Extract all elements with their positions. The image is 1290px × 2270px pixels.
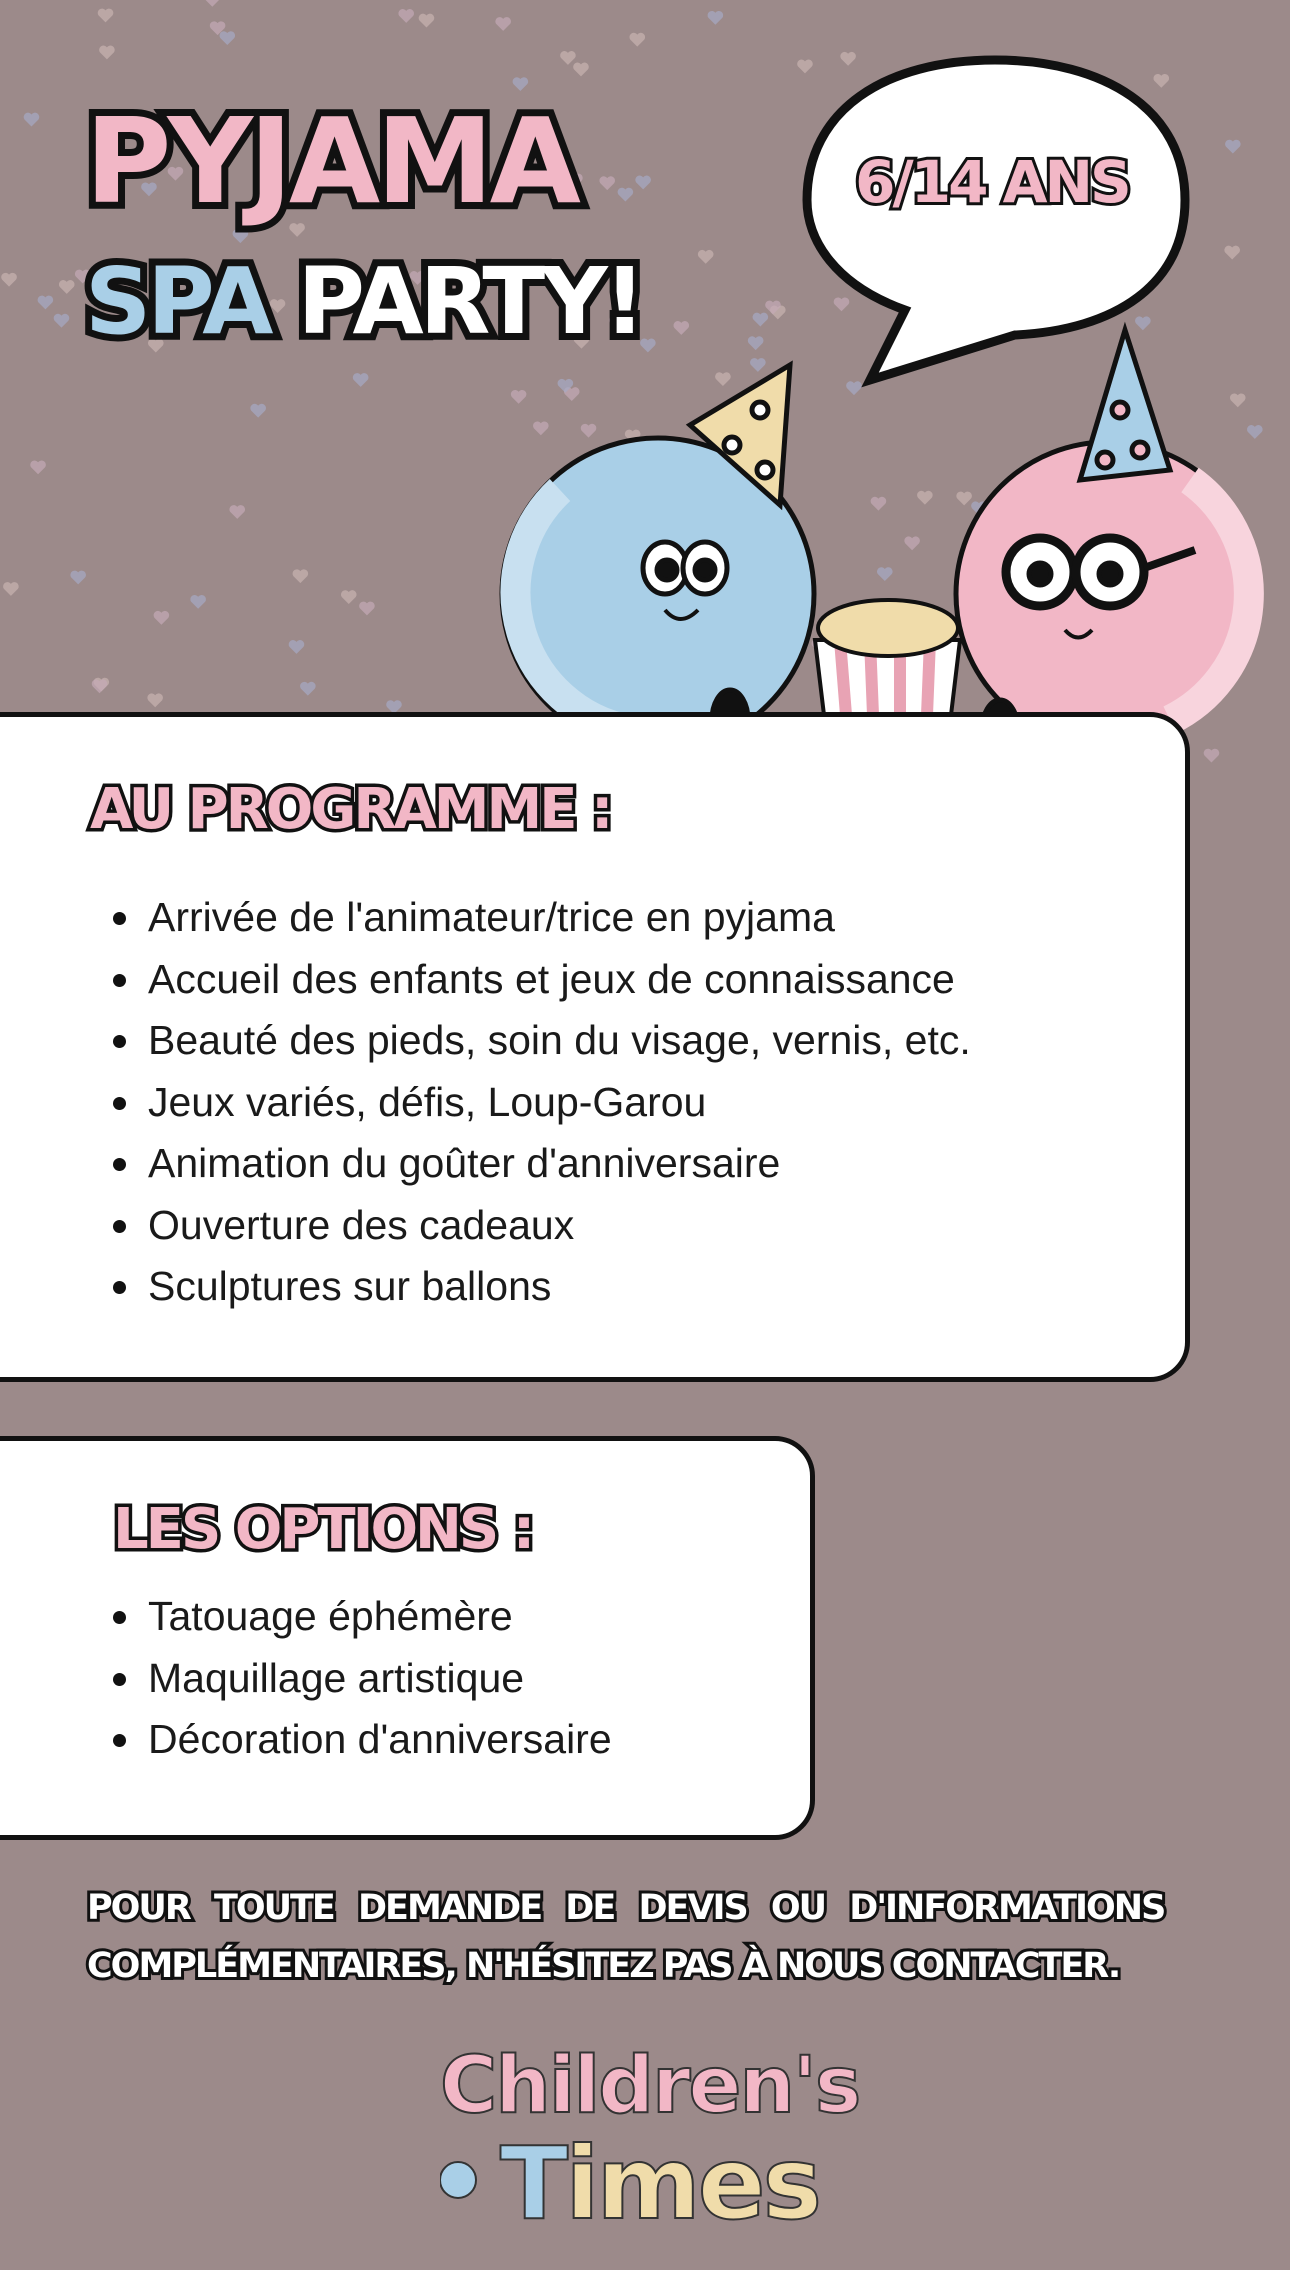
programme-card: [0, 712, 1190, 1382]
list-item: Sculptures sur ballons: [103, 1256, 971, 1318]
heart-icon: [54, 314, 70, 328]
svg-text:Children's: Children's: [440, 2041, 860, 2131]
heart-icon: [289, 640, 305, 654]
heart-icon: [341, 590, 357, 604]
heart-icon: [698, 250, 714, 264]
heart-icon: [513, 77, 529, 91]
contact-text-line2: COMPLÉMENTAIRES, N'HÉSITEZ PAS À NOUS CONTACTER.: [87, 1946, 1120, 1986]
age-range-label: 6/14 ANS: [855, 148, 1129, 216]
heart-icon: [99, 46, 115, 60]
heart-icon: [38, 296, 54, 310]
list-item: Arrivée de l'animateur/trice en pyjama: [103, 887, 971, 949]
heart-icon: [359, 602, 375, 616]
programme-heading: AU PROGRAMME :: [90, 777, 611, 842]
list-item: Maquillage artistique: [103, 1648, 612, 1710]
list-item: Accueil des enfants et jeux de connaissance: [103, 949, 971, 1011]
heart-icon: [30, 461, 46, 475]
heart-icon: [629, 33, 645, 47]
heart-icon: [92, 679, 108, 693]
title-party: PARTY!: [297, 248, 642, 355]
heart-icon: [419, 14, 435, 28]
title-spa: SPA: [85, 248, 270, 355]
heart-icon: [190, 595, 206, 609]
heart-icon: [635, 176, 651, 190]
heart-icon: [59, 280, 75, 294]
title-pyjama: PYJAMA: [85, 92, 577, 230]
heart-icon: [1224, 246, 1240, 260]
heart-icon: [708, 11, 724, 25]
programme-list: [103, 887, 971, 1318]
heart-icon: [293, 569, 309, 583]
heart-icon: [229, 505, 245, 519]
heart-icon: [398, 9, 414, 23]
heart-icon: [495, 17, 511, 31]
heart-icon: [1, 273, 17, 287]
heart-icon: [300, 682, 316, 696]
heart-icon: [205, 0, 221, 7]
heart-icon: [24, 113, 40, 127]
heart-icon: [70, 571, 86, 585]
list-item: Décoration d'anniversaire: [103, 1709, 612, 1771]
list-item: Tatouage éphémère: [103, 1586, 612, 1648]
list-item: Ouverture des cadeaux: [103, 1195, 971, 1257]
options-list: [103, 1586, 612, 1771]
heart-icon: [1225, 140, 1241, 154]
list-item: Animation du goûter d'anniversaire: [103, 1133, 971, 1195]
contact-text-line1: POUR TOUTE DEMANDE DE DEVIS OU D'INFORMATIONS: [87, 1888, 1165, 1928]
heart-icon: [560, 51, 576, 65]
svg-text:Times: Times: [500, 2125, 820, 2230]
heart-icon: [3, 582, 19, 596]
childrens-times-logo: [440, 2030, 880, 2230]
heart-icon: [219, 31, 235, 45]
list-item: Beauté des pieds, soin du visage, vernis, etc.: [103, 1010, 971, 1072]
heart-icon: [233, 229, 249, 243]
heart-icon: [353, 373, 369, 387]
heart-icon: [147, 693, 163, 707]
heart-icon: [98, 9, 114, 23]
options-heading: LES OPTIONS :: [113, 1497, 533, 1562]
heart-icon: [618, 188, 634, 202]
heart-icon: [154, 611, 170, 625]
heart-icon: [599, 176, 615, 190]
list-item: Jeux variés, défis, Loup-Garou: [103, 1072, 971, 1134]
heart-icon: [573, 63, 589, 77]
options-card: [0, 1436, 815, 1840]
heart-icon: [250, 404, 266, 418]
